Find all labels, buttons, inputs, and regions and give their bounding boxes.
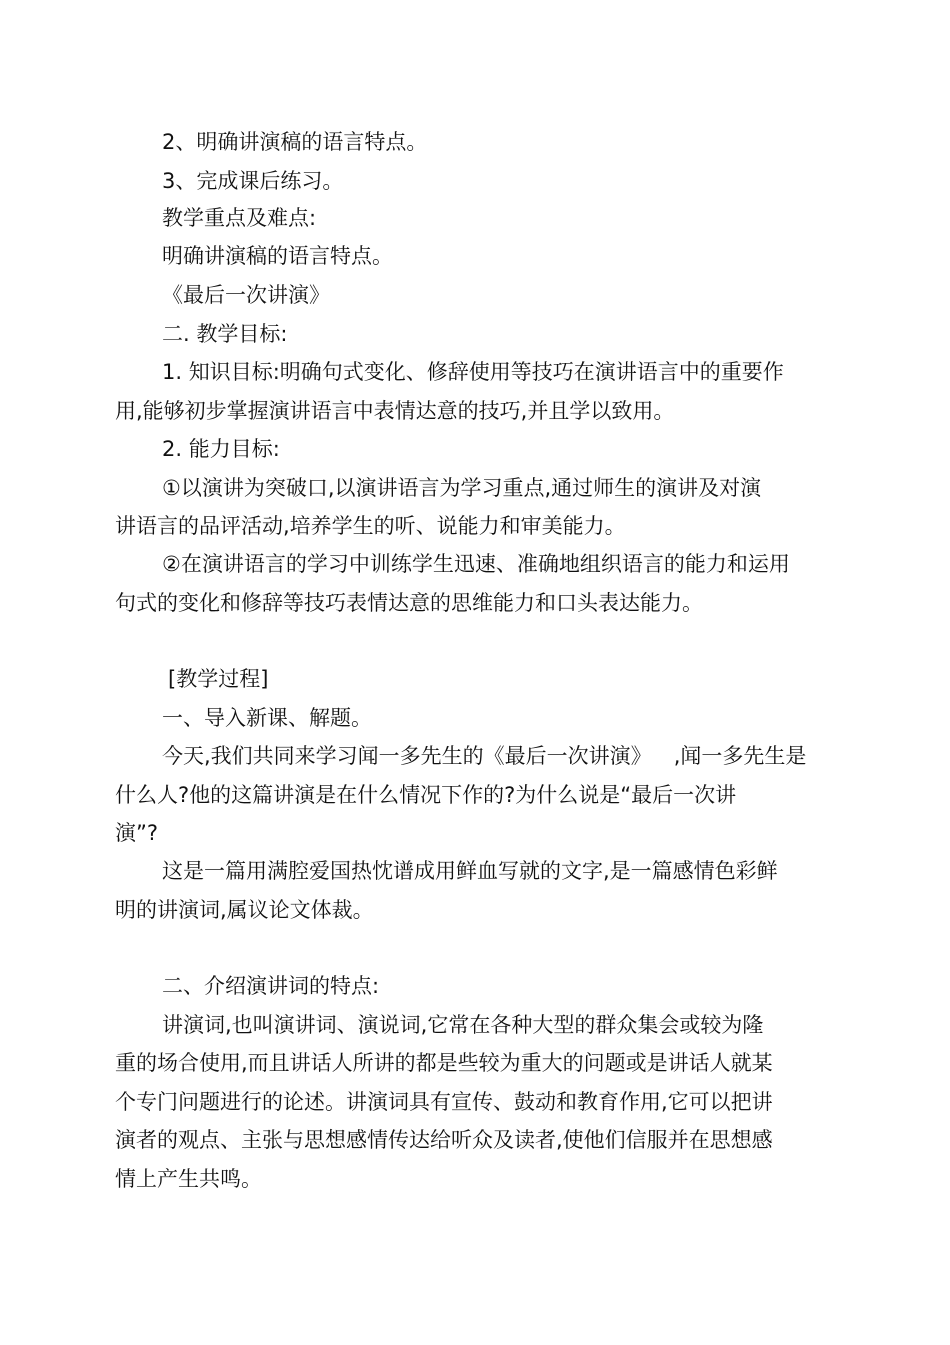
intro-paragraph-line-3: 演”? (115, 821, 159, 845)
speech-features-line-5: 情上产生共鸣。 (115, 1167, 262, 1191)
speech-features-line-1: 讲演词,也叫演讲词、演说词,它常在各种大型的群众集会或较为隆 (162, 1013, 764, 1037)
intro-paragraph-line-1a: 今天,我们共同来学习闻一多先生的《最后一次讲演》 (162, 744, 652, 768)
teaching-process-heading: [教学过程] (168, 667, 269, 691)
speech-features-line-2: 重的场合使用,而且讲话人所讲的都是些较为重大的问题或是讲话人就某 (115, 1051, 773, 1075)
intro-paragraph-line-1b: ,闻一多先生是 (673, 744, 807, 768)
section-1-heading: 一、导入新课、解题。 (162, 706, 372, 730)
section-2-heading: 二、介绍演讲词的特点: (162, 974, 380, 998)
knowledge-goal-line-2: 用,能够初步掌握演讲语言中表情达意的技巧,并且学以致用。 (115, 399, 675, 423)
ability-goal-heading: 2. 能力目标: (162, 437, 280, 461)
description-paragraph-line-1: 这是一篇用满腔爱国热忱谱成用鲜血写就的文字,是一篇感情色彩鲜 (162, 859, 778, 883)
intro-paragraph-line-1 (162, 742, 806, 770)
ability-goal-1-line-2: 讲语言的品评活动,培养学生的听、说能力和审美能力。 (115, 514, 626, 538)
objective-3-line: 3、完成课后练习。 (162, 169, 344, 193)
intro-paragraph-line-2: 什么人?他的这篇讲演是在什么情况下作的?为什么说是“最后一次讲 (115, 783, 737, 807)
ability-goal-1-line-1: ①以演讲为突破口,以演讲语言为学习重点,通过师生的演讲及对演 (162, 476, 762, 500)
key-points-heading: 教学重点及难点: (162, 206, 317, 230)
speech-features-line-4: 演者的观点、主张与思想感情传达给听众及读者,使他们信服并在思想感 (115, 1128, 773, 1152)
teaching-goals-heading: 二. 教学目标: (162, 322, 288, 346)
description-paragraph-line-2: 明的讲演词,属议论文体裁。 (115, 898, 374, 922)
lesson-title: 《最后一次讲演》 (162, 283, 330, 307)
knowledge-goal-line-1: 1. 知识目标:明确句式变化、修辞使用等技巧在演讲语言中的重要作 (162, 360, 784, 384)
ability-goal-2-line-1: ②在演讲语言的学习中训练学生迅速、准确地组织语言的能力和运用 (162, 552, 790, 576)
key-points-text: 明确讲演稿的语言特点。 (162, 244, 393, 268)
ability-goal-2-line-2: 句式的变化和修辞等技巧表情达意的思维能力和口头表达能力。 (115, 591, 703, 615)
objective-2-line: 2、明确讲演稿的语言特点。 (162, 130, 428, 154)
speech-features-line-3: 个专门问题进行的论述。讲演词具有宣传、鼓动和教育作用,它可以把讲 (115, 1090, 773, 1114)
